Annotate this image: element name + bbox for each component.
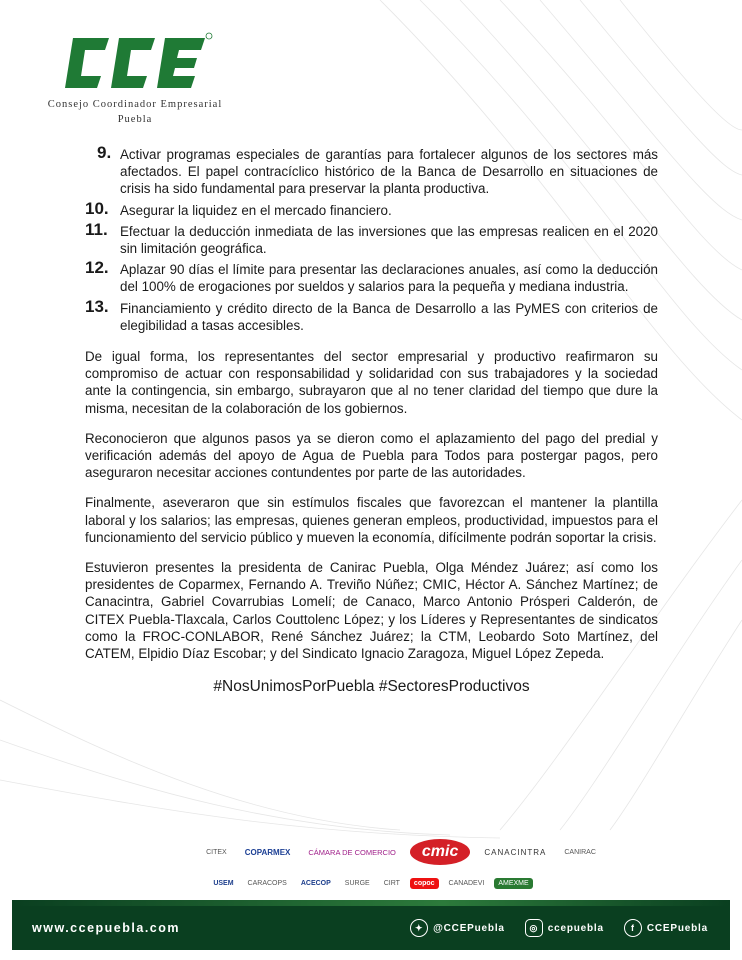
item-text: Efectuar la deducción inmediata de las inversiones que las empresas realicen en el 2020 sin limitación geográfica. bbox=[120, 223, 658, 257]
social-links bbox=[410, 919, 708, 937]
item-number: 12. bbox=[85, 258, 109, 278]
item-text: Aplazar 90 días el límite para presentar las declaraciones anuales, así como la deducción del 100% de erogaciones por sueldos y salarios para la pequeña y mediana industria. bbox=[120, 262, 658, 295]
twitter-link[interactable] bbox=[410, 919, 505, 937]
document-body bbox=[85, 143, 658, 696]
sponsor-logo: copoc bbox=[410, 878, 439, 889]
sponsor-logo: CANACINTRA bbox=[484, 847, 547, 857]
facebook-handle: CCEPuebla bbox=[646, 922, 708, 934]
twitter-handle: @CCEPuebla bbox=[433, 922, 505, 934]
list-item bbox=[85, 198, 658, 219]
item-number: 11. bbox=[85, 219, 108, 239]
measures-list bbox=[85, 143, 658, 334]
sponsor-logos-bottom bbox=[0, 872, 742, 894]
paragraph: Estuvieron presentes la presidenta de Canirac Puebla, Olga Méndez Juárez; así como los presidentes de Coparmex, Fernando A. Treviño Núñez; CMIC, Héctor A. Sánchez Martínez; de Canacintra, Gabriel Covarrubias Lomelí; de Canaco, Marco Antonio Prósperi Calderón, de CITEX Puebla-Tlaxcala, Carlos Couttolenc López; y los Líderes y Representantes de sindicatos como la FROC-CONLABOR, René Sánchez Juárez; la CTM, Leobardo Soto Martínez, del CATEM, Elpidio Díaz Escobar; y del Sindicato Ignacio Zaragoza, Miguel López Zepeda. bbox=[85, 560, 658, 662]
list-item bbox=[85, 219, 658, 257]
instagram-link[interactable] bbox=[525, 919, 604, 937]
list-item bbox=[85, 296, 658, 334]
sponsor-logo: CANIRAC bbox=[564, 848, 596, 856]
sponsor-logo: cmic bbox=[410, 839, 470, 865]
sponsor-logo: ACECOP bbox=[300, 879, 331, 887]
sponsor-logo: CANADEVI bbox=[448, 879, 485, 887]
item-text: Financiamiento y crédito directo de la Banca de Desarrollo a las PyMES con criterios de elegibilidad a tasas accesibles. bbox=[120, 300, 658, 333]
cce-logo bbox=[65, 30, 215, 96]
item-text: Activar programas especiales de garantías para fortalecer algunos de los sectores más afectados. El papel contracíclico histórico de la Banca de Desarrollo en situaciones de crisis ha sido fundamental para preservar la planta productiva. bbox=[120, 147, 658, 197]
sponsor-logo: CÁMARA DE COMERCIO bbox=[308, 847, 396, 857]
footer-bar bbox=[12, 906, 730, 950]
paragraph: Finalmente, aseveraron que sin estímulos fiscales que favorezcan el mantener la plantilla laboral y los salarios; las empresas, quienes generan empleos, productividad, impuestos para el funcionamiento del servicio público y mueven la economía, difícilmente podrán soportar la crisis. bbox=[85, 495, 658, 545]
paragraph: Reconocieron que algunos pasos ya se dieron como el aplazamiento del pago del predial y verificación además del apoyo de Agua de Puebla para Todos para postergar pagos, pero aseguraron necesitar acciones contundentes por parte de las autoridades. bbox=[85, 430, 658, 481]
org-name-line2: Puebla bbox=[117, 114, 153, 125]
item-number: 10. bbox=[85, 198, 109, 218]
item-text: Asegurar la liquidez en el mercado financiero. bbox=[120, 202, 392, 218]
item-number: 13. bbox=[85, 296, 109, 316]
instagram-icon: ◎ bbox=[525, 919, 543, 937]
twitter-icon: ✦ bbox=[410, 919, 428, 937]
item-number: 9. bbox=[97, 143, 112, 162]
sponsor-logo: SURGE bbox=[344, 879, 370, 887]
sponsor-logo: CARACOPS bbox=[247, 879, 287, 887]
instagram-handle: ccepuebla bbox=[547, 922, 604, 934]
paragraph: De igual forma, los representantes del sector empresarial y productivo reafirmaron su compromiso de actuar con responsabilidad y solidaridad con sus trabajadores y la sociedad ante la contingencia, sin embargo, subrayaron que al no tener claridad del tiempo que dure la misma, necesitan de la colaboración de los gobiernos. bbox=[85, 349, 658, 416]
facebook-link[interactable] bbox=[624, 919, 708, 937]
sponsor-logo: USEM bbox=[213, 879, 234, 887]
org-name-line1: Consejo Coordinador Empresarial bbox=[47, 99, 223, 110]
header bbox=[30, 30, 270, 126]
facebook-icon: f bbox=[624, 919, 642, 937]
list-item bbox=[85, 258, 658, 295]
sponsor-logo: COPARMEX bbox=[244, 847, 291, 857]
hashtags: #NosUnimosPorPuebla #SectoresProductivos bbox=[213, 678, 530, 696]
sponsor-logo: AMEXME bbox=[494, 878, 532, 889]
sponsor-logo: CITEX bbox=[206, 848, 227, 856]
sponsor-logos-top bbox=[0, 832, 742, 872]
sponsor-logo: CIRT bbox=[383, 879, 400, 887]
website-link[interactable]: www.ccepuebla.com bbox=[32, 921, 180, 935]
list-item bbox=[85, 143, 658, 198]
